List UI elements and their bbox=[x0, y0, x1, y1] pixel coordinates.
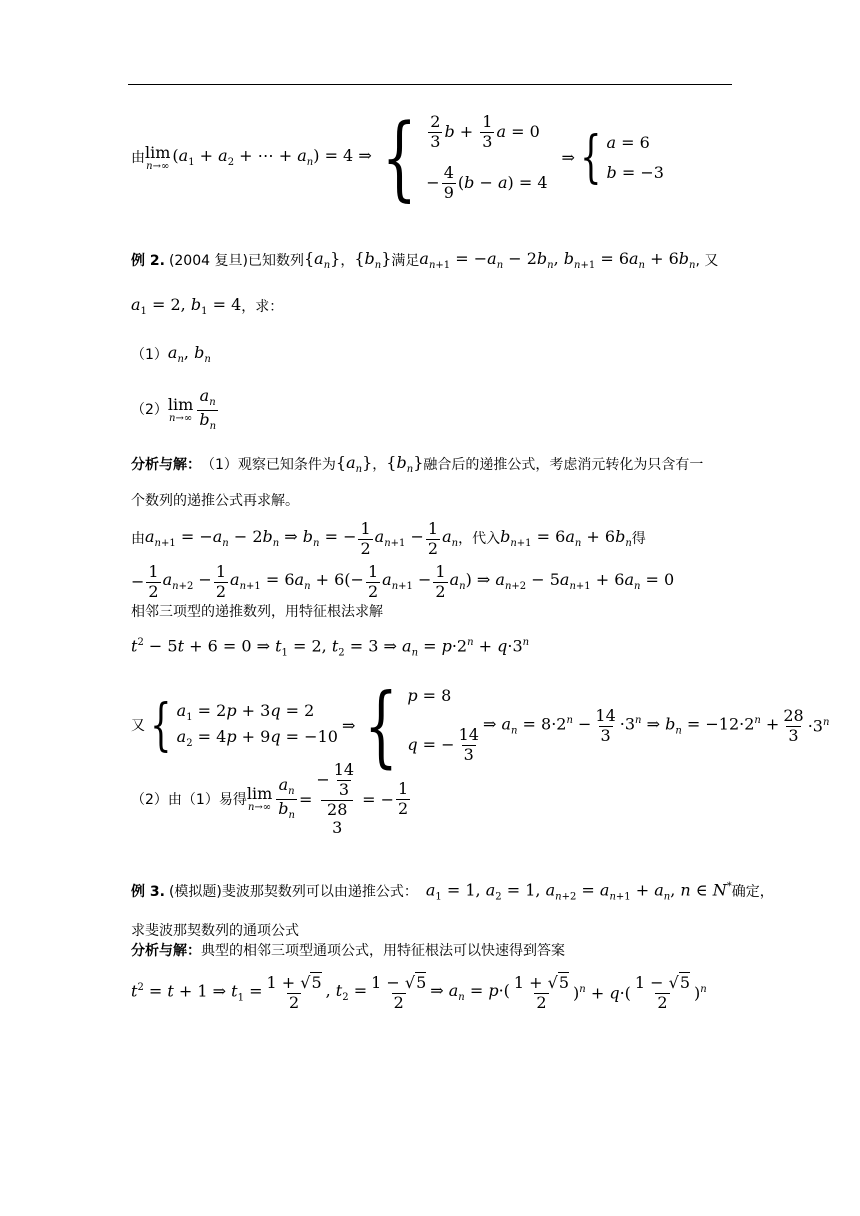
analysis-line-1: 分析与解： （1）观察已知条件为 $\{a_n\}$ ， $\{b_n\}$ 融合后的递推公式，考虑消元转化为只含有一 bbox=[131, 453, 704, 476]
example-3-statement: 例 3. (模拟题) 斐波那契数列可以由递推公式： $a_1 = 1$, $a_2 = 1$, $a_{n+2} = a_{n+1} + a_n$, n ∈ N* 确定， bbox=[131, 880, 774, 903]
question-1: （1） $a_n$, $b_n$ bbox=[131, 343, 211, 366]
characteristic-equation: $t^2 - 5t + 6 = 0$ ⇒ $t_1 = 2$, $t_2 = 3$ ⇒ $a_n = p\cdot 2^n + q\cdot 3^n$ bbox=[131, 636, 530, 659]
recurrence-derivation: − $\frac{1}{2}$ $a_{n+2}$ − $\frac{1}{2}$ $a_{n+1} = 6a_n + 6(-$ $\frac{1}{2}$ $a_{n+1}$ − $\frac{1}{2}$ $a_n$) ⇒ $a_{n+2} - 5a_{n+1} + 6a_n = 0$ bbox=[131, 562, 675, 601]
three-term-note: 相邻三项型的递推数列，用特征根法求解 bbox=[131, 604, 383, 620]
solve-p-q: 又 { $a_1 = 2p + 3q = 2$ $a_2 = 4p + 9q = -10$ ⇒ { p = 8 q = − $\frac{14}{3}$ ⇒ $a_n = 8\cdot 2^n$ − $\frac{14}{3}$ $\cdot 3^n$ ⇒ $b_n = -12\cdot 2^n$ + $\frac{28}{3}$ $\cdot 3^n$ bbox=[131, 674, 830, 777]
example-2-statement: 例 2. (2004 复旦) 已知数列 $\{a_n\}$ ， $\{b_n\}$ 满足 $a_{n+1} = -a_n - 2b_n$, $b_{n+1} = 6a_n + 6b_n$ , 又 bbox=[131, 249, 719, 272]
elimination-step: 由 $a_{n+1} = -a_n - 2b_n$ ⇒ $b_n$ = − $\frac{1}{2}$ $a_{n+1}$ − $\frac{1}{2}$ $a_n$ ，代入 $b_{n+1} = 6a_n + 6b_n$ 得 bbox=[131, 519, 646, 558]
header-rule bbox=[128, 84, 732, 85]
fibonacci-solution: $t^2 = t + 1$ ⇒ $t_1$ = $\frac{1 + √5}{2}$ , $t_2$ = $\frac{1 - √5}{2}$ ⇒ $a_n = p\cdot$( $\frac{1 + √5}{2}$ )$^n$ + q·( $\frac{1 - √5}{2}$ )$^n$ bbox=[131, 973, 707, 1012]
question-2: （2） lim n→∞ $\frac{a_n}{b_n}$ bbox=[131, 386, 217, 432]
analysis-3: 分析与解： 典型的相邻三项型通项公式，用特征根法可以快速得到答案 bbox=[131, 943, 565, 959]
analysis-line-2: 个数列的递推公式再求解。 bbox=[131, 493, 299, 509]
initial-values: $a_1 = 2$, $b_1 = 4$ ，求： bbox=[131, 295, 284, 318]
example-3-line-2: 求斐波那契数列的通项公式 bbox=[131, 923, 299, 939]
limit-system: 由 lim n→∞ ($a_1 + a_2$ + ⋯ + $a_n) = 4$ ⇒ { $\frac{2}{3}$ b + $\frac{1}{3}$ a = 0 − $\frac{4}{9}$ (b − a) = 4 ⇒ { a = 6 b = −3 bbox=[131, 104, 664, 211]
limit-solution: （2）由（1）易得 lim n→∞ $\frac{a_n}{b_n}$ = − $\frac{14}{3}$ 28 3 = − $\frac{1}{2}$ bbox=[131, 760, 409, 838]
